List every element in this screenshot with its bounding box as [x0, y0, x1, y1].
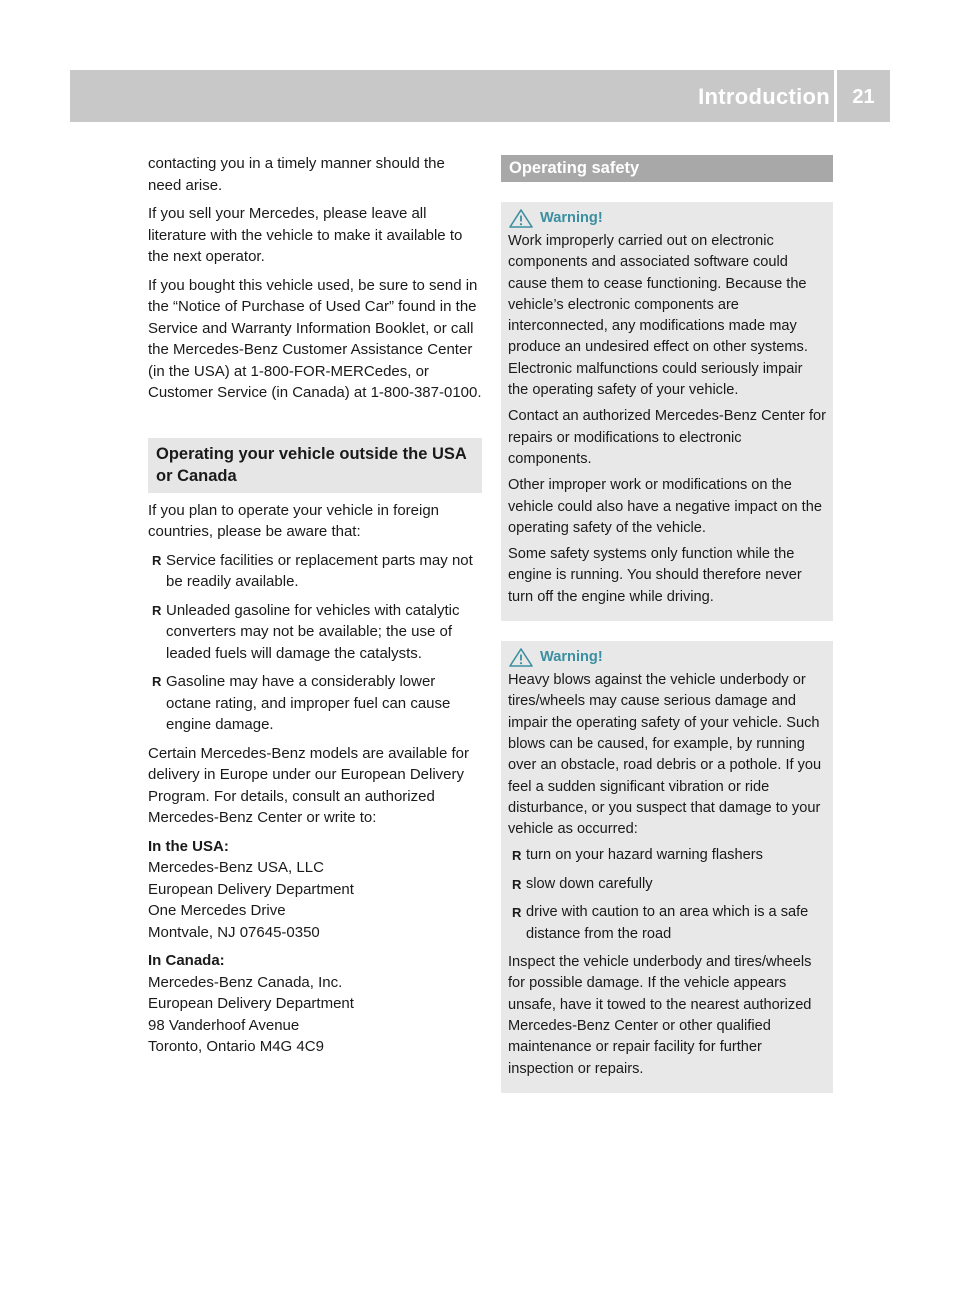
paragraph: If you bought this vehicle used, be sure to send in the “Notice of Purchase of Used Car” found in the Service and Warranty Information Booklet, or call the Mercedes-Benz Customer Assistance Center (in the USA) at 1-800-FOR-MERCedes, or Customer Service (in Canada) at 1-800-387-0100. [148, 276, 482, 401]
warning-header [508, 208, 826, 228]
section-heading-operating-safety: Operating safety [501, 155, 833, 182]
warning-triangle-icon [508, 647, 534, 667]
bullet-icon: R [512, 905, 522, 921]
warning-paragraph: Contact an authorized Mercedes-Benz Center for repairs or modifications to electronic components. [508, 408, 826, 467]
section-heading-outside-usa: Operating your vehicle outside the USA or Canada [148, 438, 482, 493]
address-line: European Delivery Department [148, 880, 354, 898]
list-item [508, 902, 826, 945]
bullet-icon: R [512, 848, 522, 864]
list-item [148, 550, 482, 593]
warning-box-electronics [501, 202, 833, 621]
left-column [148, 153, 482, 1065]
address-line: Montvale, NJ 07645-0350 [148, 923, 320, 941]
warning-header [508, 647, 826, 667]
warning-title: Warning! [540, 210, 603, 226]
list-item [508, 845, 826, 867]
bullet-icon: R [152, 602, 162, 618]
paragraph: Certain Mercedes-Benz models are available for delivery in Europe under our European Delivery Program. For details, consult an authorized Mercedes-Benz Center or write to: [148, 744, 469, 826]
address-line: Mercedes-Benz Canada, Inc. [148, 973, 343, 991]
right-column [501, 155, 833, 1093]
address-label: In Canada: [148, 952, 225, 969]
bullet-list [508, 845, 826, 945]
paragraph: If you plan to operate your vehicle in foreign countries, please be aware that: [148, 501, 440, 540]
paragraph: contacting you in a timely manner should the need arise. [148, 155, 445, 194]
page-number: 21 [852, 86, 875, 108]
list-item-text: turn on your hazard warning flashers [526, 847, 763, 864]
usa-address [148, 836, 482, 944]
list-item [508, 874, 826, 896]
bullet-icon: R [512, 876, 522, 892]
bullet-icon: R [152, 674, 162, 689]
warning-title: Warning! [540, 649, 603, 666]
list-item-text: Service facilities or replacement parts may not be readily available. [166, 551, 473, 590]
warning-box-underbody [501, 641, 833, 1093]
list-item-text: Unleaded gasoline for vehicles with catalytic converters may not be available; the use of leaded fuels will damage the catalysts. [166, 601, 460, 662]
warning-paragraph: Work improperly carried out on electronic components and associated software could cause them to cease functioning. Because the vehicle’s electronic components are interconnected, any modifications made may produce an undesired effect on other systems. Electronic malfunctions could seriously impair the operating safety of your vehicle. [508, 233, 808, 399]
canada-address [148, 950, 482, 1058]
warning-paragraph: Inspect the vehicle underbody and tires/wheels for possible damage. If the vehicle appears unsafe, have it towed to the nearest authorized Mercedes-Benz Center or other qualified maintenance or repair facility for further inspection or repairs. [508, 954, 812, 1077]
bullet-icon: R [152, 552, 162, 568]
paragraph: If you sell your Mercedes, please leave all literature with the vehicle to make it available to the next operator. [148, 205, 463, 265]
address-line: European Delivery Department [148, 995, 354, 1012]
warning-paragraph: Heavy blows against the vehicle underbody or tires/wheels may cause serious damage and impair the operating safety of your vehicle. Such blows can be caused, for example, by running over an obstacle, road debris or a pothole. If you feel a sudden significant vibration or ride disturbance, or you suspect that damage to your vehicle as occurred: [508, 672, 822, 838]
address-line: Mercedes-Benz USA, LLC [148, 859, 324, 876]
address-line: One Mercedes Drive [148, 902, 286, 919]
list-item-text: drive with caution to an area which is a safe distance from the road [526, 904, 809, 942]
chapter-title: Introduction [698, 84, 830, 109]
warning-paragraph: Other improper work or modifications on the vehicle could also have a negative impact on the operating safety of the vehicle. [508, 477, 822, 536]
address-line: 98 Vanderhoof Avenue [148, 1016, 300, 1034]
address-label: In the USA: [148, 837, 229, 855]
address-line: Toronto, Ontario M4G 4C9 [148, 1038, 324, 1055]
list-item-text: Gasoline may have a considerably lower octane rating, and improper fuel can cause engine damage. [166, 673, 451, 733]
warning-triangle-icon [508, 208, 534, 228]
bullet-list [148, 550, 482, 736]
list-item [148, 600, 482, 665]
list-item [148, 671, 482, 736]
list-item-text: slow down carefully [526, 875, 653, 892]
warning-paragraph: Some safety systems only function while the engine is running. You should therefore never turn off the engine while driving. [508, 546, 802, 605]
